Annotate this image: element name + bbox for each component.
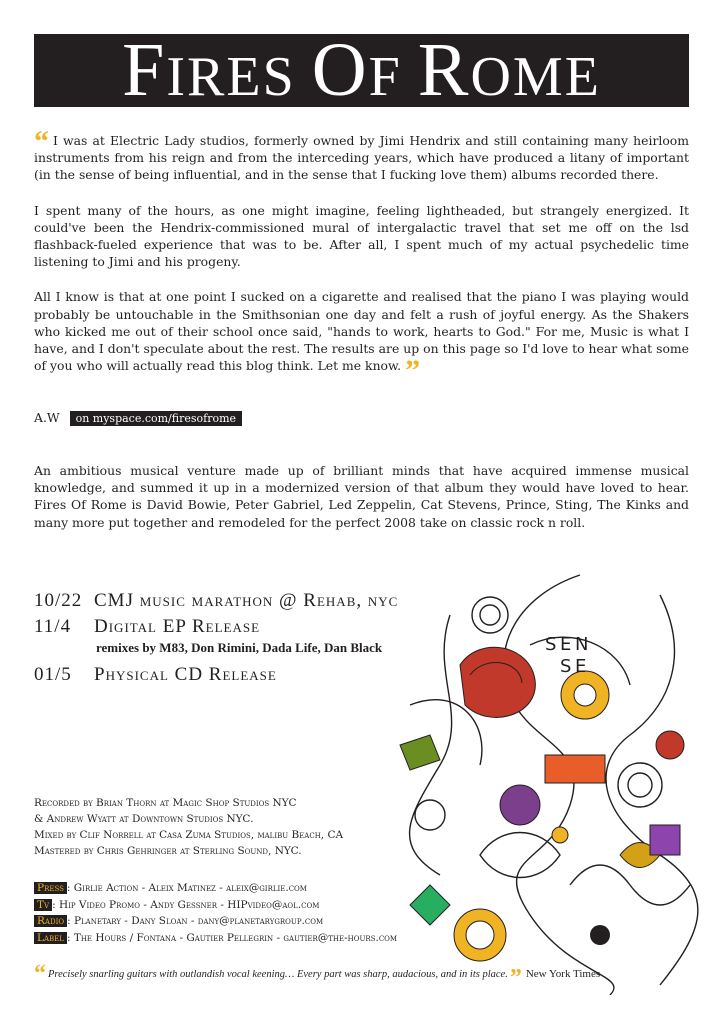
collage-letter: E [575,656,587,677]
press-quote-source: New York Times [525,968,601,980]
title-letter: O [311,28,369,112]
credit-line: Recorded by Brian Thorn at Magic Shop Studios NYC [34,797,297,809]
contact-tag: Radio [34,915,67,927]
close-quote-icon: ” [509,965,522,991]
credit-line: Mixed by Clif Norrell at Casa Zuma Studios, malibu Beach, CA [34,829,344,841]
contact-text: : The Hours / Fontana - Gautier Pellegrin - gautier@the-hours.com [66,931,398,944]
credit-line: Mastered by Chris Gehringer at Sterling Sound, NYC. [34,845,302,857]
contact-line [34,930,397,947]
band-title [34,28,689,114]
collage-letter: S [560,656,572,677]
contact-tag: Press [34,882,67,894]
title-letter: OME [470,46,601,108]
open-quote-icon: “ [34,961,46,987]
myspace-link[interactable]: on myspace.com/firesofrome [70,411,242,426]
event-item [34,616,320,642]
press-quote-text: Precisely snarling guitars with outlandish vocal keening… Every part was sharp, audacious, and in its place. [48,969,508,980]
event-date: 11/4 [34,616,72,637]
event-note: remixes by M83, Don Rimini, Dada Life, Dan Black [96,640,383,655]
event-list [34,590,399,690]
collage-artwork [370,555,710,995]
blog-paragraph-text: All I know is that at one point I sucked on a cigarette and realised that the piano I was playing would probably be untouchable in the Smithsonian one day and felt a rush of joyful energy. As the Shakers who kicked me out of their school once said, "hands to work, hearts to God." For me, Music is what I have, and I don't speculate about the rest. The results are up on this page so I'd love to hear what some of you who will actually read this blog think. Let me know. [34,289,689,374]
contacts [34,880,397,946]
contact-tag: Tv [34,899,52,911]
blog-post [34,125,689,394]
title-letter: R [417,28,471,112]
close-quote-icon: ” [405,354,421,388]
credits [34,795,343,859]
collage-letter: N [575,634,589,655]
contact-text: : Hip Video Promo - Andy Gessner - HIPvideo@aol.com [52,898,320,911]
event-title: Physical CD Release [94,664,277,685]
blog-paragraph: I spent many of the hours, as one might imagine, feeling lightheaded, but strangely energized. It could've been the Hendrix-commissioned mural of intergalactic travel that set me off on the lsd flashback-fueled experience that was to be. After all, I spent much of my actual psychedelic time listening to Jimi and his progeny. [34,202,689,270]
event-date: 01/5 [34,664,72,685]
contact-line [34,913,397,930]
title-letter: IRES [166,46,312,108]
title-banner [34,28,689,112]
signature: A.W [34,410,60,425]
event-item [34,664,320,690]
event-title: CMJ music marathon @ Rehab, nyc [94,590,399,611]
event-title: Digital EP Release [94,616,261,637]
bio [34,462,689,549]
contact-text: : Planetary - Dany Sloan - dany@planetarygroup.com [67,915,324,927]
title-letter: F [368,46,418,108]
collage-shapes [400,647,684,961]
press-quote [34,961,654,991]
collage-letter: S [545,634,557,655]
event-date: 10/22 [34,590,83,611]
contact-line [34,880,397,897]
event-item [34,590,399,616]
blog-paragraph [34,125,689,184]
blog-paragraph-text: I was at Electric Lady studios, formerly owned by Jimi Hendrix and still containing many heirloom instruments from his reign and from the interceding years, which have produced a litany of important (in the sense of being influential, and in the sense that I fucking love them) albums recorded there. [34,133,689,183]
contact-line [34,897,397,914]
bio-text: An ambitious musical venture made up of brilliant minds that have acquired immense musical knowledge, and summed it up in a modernized version of that album they would have loved to hear. Fires Of Rome is David Bowie, Peter Gabriel, Led Zeppelin, Cat Stevens, Prince, Sting, The Kinks and many more put together and remodeled for the perfect 2008 take on classic rock n roll. [34,463,689,530]
collage-letter: E [560,634,572,655]
credit-line: & Andrew Wyatt at Downtown Studios NYC. [34,813,254,825]
open-quote-icon: “ [34,125,49,158]
collage-lettering [545,634,588,677]
contact-text: : Girlie Action - Aleix Matinez - aleix@girlie.com [66,882,307,894]
title-letter: F [122,28,167,112]
contact-tag: Label [34,932,67,944]
blog-paragraph [34,288,689,388]
signature-row [34,410,242,425]
